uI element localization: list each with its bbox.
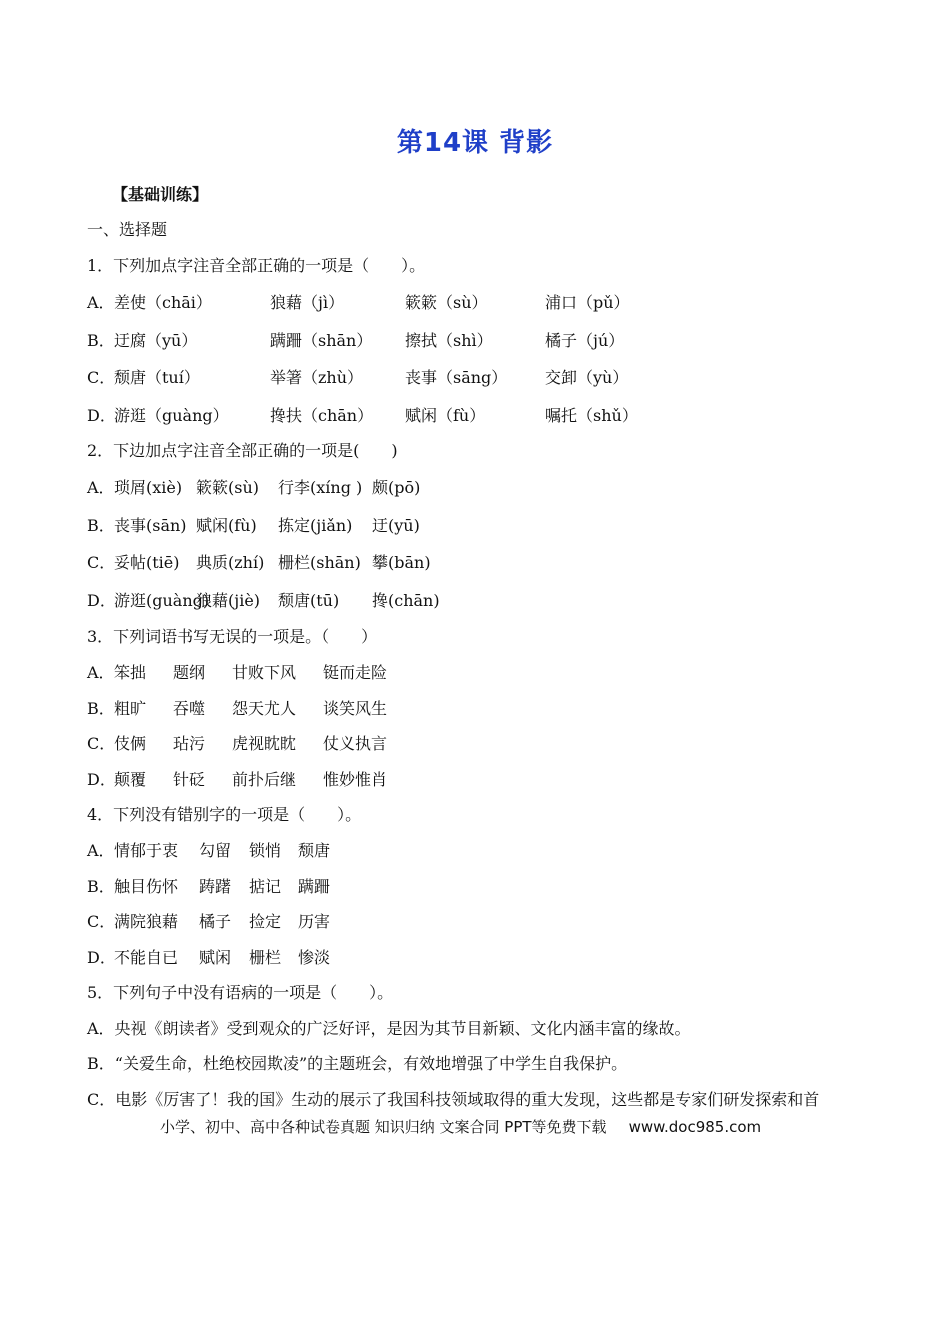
q3-option-label: A． [87,663,115,682]
q2-option-label: B． [87,515,115,535]
q2-option-item: 游逛(guàng) [114,590,210,610]
q3-option-item: 伎俩 [114,734,147,753]
q2-option-item: 典质(zhí) [196,553,265,572]
q2-option-item: 颇(pō) [372,478,421,497]
q4-option-item: 踌躇 [199,876,232,896]
q4-option-item: 栅栏 [249,947,282,967]
q1-option-label: C． [87,368,116,387]
q4-option-item: 捡定 [249,912,282,931]
q2-option-item: 簌簌(sù) [196,478,260,497]
q2-option-label: A． [87,478,115,497]
q4-option-item: 满院狼藉 [114,912,179,931]
q2-option-item: 妥帖(tiē) [114,553,180,572]
q3-option-item: 甘败下风 [232,663,297,682]
q3-option-item: 铤而走险 [323,663,388,682]
q3-option-item: 怨天尤人 [232,698,297,718]
q2-option-item: 迂(yū) [372,515,420,535]
q4-option-item: 历害 [298,912,331,931]
q3-option-item: 粗旷 [114,698,147,718]
q4-option-item: 不能自已 [114,947,179,967]
q4-option-item: 惨淡 [298,947,331,967]
q3-option-item: 针砭 [173,769,206,789]
section-heading: 【基础训练】 [112,185,209,204]
q3-option-item: 虎视眈眈 [232,734,297,753]
q2-option-item: 赋闲(fù) [196,515,257,535]
q2-option-item: 狼藉(jiè) [196,590,261,610]
q1-option-item: 簌簌（sù） [405,293,488,312]
q1-option-item: 搀扶（chān） [270,405,374,425]
question-1-stem: 1．下列加点字注音全部正确的一项是（ ）。 [87,256,426,275]
q2-option-item: 琐屑(xiè) [114,478,183,497]
q1-option-item: 擦拭（shì） [405,330,493,350]
q4-option-item: 颓唐 [298,841,331,860]
q1-option-item: 颓唐（tuí） [114,368,200,387]
q1-option-item: 狼藉（jì） [270,293,345,312]
q1-option-item: 蹒跚（shān） [270,330,373,350]
lesson-title: 第14课 背影 [396,128,554,158]
q1-option-item: 交卸（yù） [545,368,629,387]
footer-text: 小学、初中、高中各种试卷真题 知识归纳 文案合同 PPT等免费下载 [160,1118,607,1136]
q1-option-item: 举箸（zhù） [270,368,364,387]
q1-option-item: 游逛（guàng） [114,405,229,425]
q1-option-label: A． [87,293,115,312]
q4-option-label: D． [87,947,116,967]
q3-option-item: 惟妙惟肖 [323,769,388,789]
q3-option-item: 玷污 [173,734,206,753]
q3-option-label: D． [87,769,116,789]
question-5-option-c: C．电影《厉害了！我的国》生动的展示了我国科技领域取得的重大发现，这些都是专家们研发探索和首 [87,1090,820,1109]
question-5-option-b: B．“关爱生命，杜绝校园欺凌”的主题班会，有效地增强了中学生自我保护。 [87,1054,628,1073]
q3-option-item: 笨拙 [114,663,147,682]
question-5-option-a: A．央视《朗读者》受到观众的广泛好评，是因为其节目新颖、文化内涵丰富的缘故。 [87,1019,691,1038]
q4-option-item: 勾留 [199,841,232,860]
q4-option-label: B． [87,876,115,896]
q3-option-item: 题纲 [173,663,206,682]
q4-option-item: 赋闲 [199,947,232,967]
q1-option-item: 迂腐（yū） [114,330,198,350]
q2-option-item: 丧事(sān) [114,515,187,535]
q1-option-label: D． [87,405,116,425]
q4-option-item: 蹒跚 [298,876,331,896]
q3-option-item: 仗义执言 [323,734,388,753]
footer-site-link[interactable]: www.doc985.com [628,1118,762,1136]
question-5-stem: 5．下列句子中没有语病的一项是（ ）。 [87,983,394,1002]
q1-option-item: 橘子（jú） [545,330,625,350]
part-heading: 一、选择题 [87,220,168,239]
q3-option-label: C． [87,734,116,753]
q1-option-item: 嘱托（shǔ） [545,405,638,425]
page-footer [160,1116,761,1137]
q1-option-item: 差使（chāi） [114,293,212,312]
q4-option-label: A． [87,841,115,860]
question-3-stem: 3．下列词语书写无误的一项是。（ ） [87,627,378,646]
q2-option-item: 搀(chān) [372,590,440,610]
q1-option-label: B． [87,330,115,350]
q2-option-item: 颓唐(tū) [278,590,340,610]
q3-option-item: 谈笑风生 [323,698,388,718]
q2-option-item: 行李(xíng ) [278,478,363,497]
q4-option-item: 触目伤怀 [114,876,179,896]
q2-option-label: D． [87,590,116,610]
q2-option-item: 攀(bān) [372,553,431,572]
q3-option-item: 前扑后继 [232,769,297,789]
q1-option-item: 浦口（pǔ） [545,293,630,312]
q2-option-item: 拣定(jiǎn) [278,515,353,535]
q2-option-label: C． [87,553,116,572]
q2-option-item: 栅栏(shān) [278,553,361,572]
q4-option-item: 情郁于衷 [114,841,179,860]
q3-option-item: 吞噬 [173,698,206,718]
q3-option-item: 颠覆 [114,769,147,789]
question-2-stem: 2．下边加点字注音全部正确的一项是( ) [87,441,398,460]
question-4-stem: 4．下列没有错别字的一项是（ ）。 [87,805,362,824]
q3-option-label: B． [87,698,115,718]
q4-option-item: 橘子 [199,912,232,931]
q4-option-label: C． [87,912,116,931]
q1-option-item: 丧事（sāng） [405,368,508,387]
q4-option-item: 锁悄 [249,841,282,860]
q4-option-item: 掂记 [249,876,282,896]
q1-option-item: 赋闲（fù） [405,405,486,425]
